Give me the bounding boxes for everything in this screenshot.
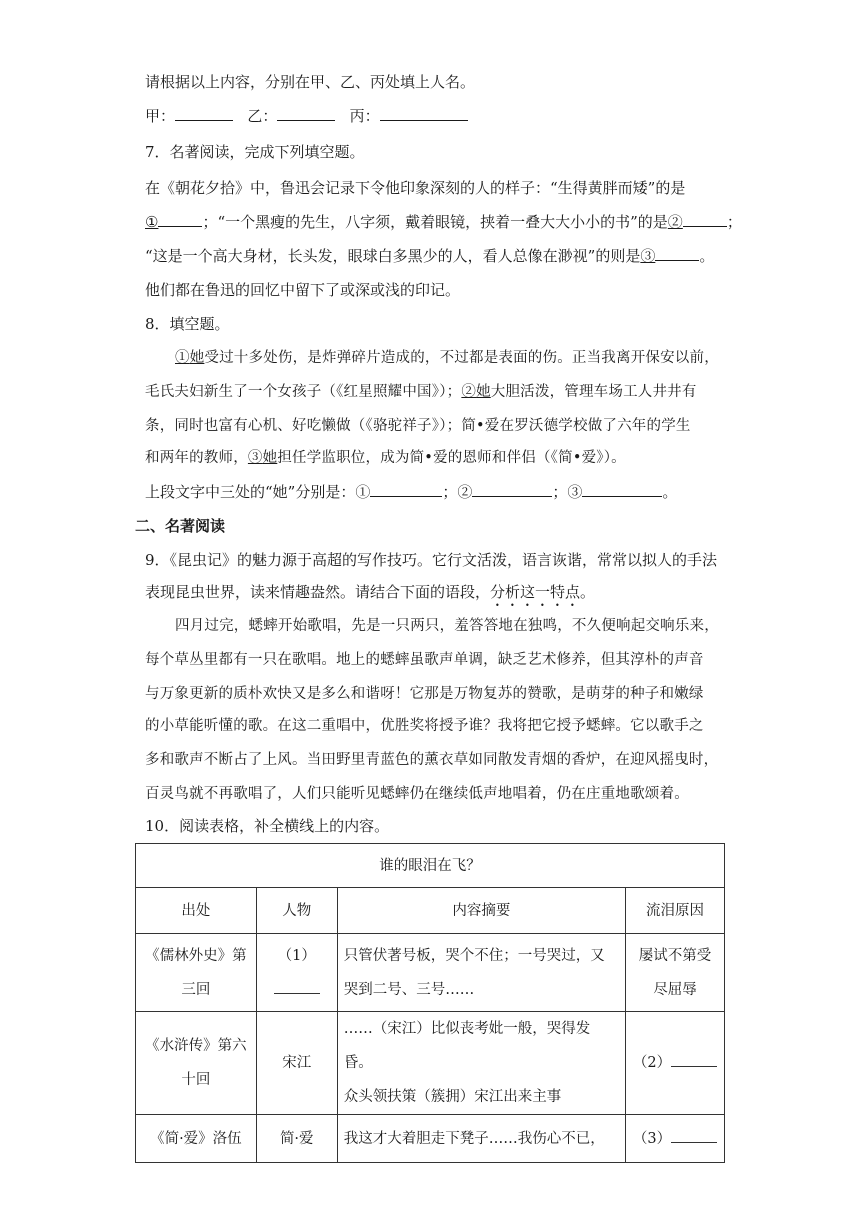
q9-passage-line-6: 百灵鸟就不再歌唱了，人们只能听见蟋蟀仍在继续低声地唱着，仍在庄重地歌颂着。 (145, 786, 689, 802)
q9-line-1: 9．《昆虫记》的魅力源于高超的写作技巧。它行文活泼，语言诙谐，常常以拟人的手法 (145, 551, 718, 569)
section-heading: 二、名著阅读 (135, 517, 226, 535)
q7-line-3: “这是一个高大身材，长头发，眼球白多黑少的人，看人总像在渺视”的则是③ 。 (145, 247, 715, 265)
blank-jia[interactable] (175, 106, 233, 121)
reading-table (135, 843, 725, 1163)
cell-source: 《儒林外史》第 三回 (136, 934, 257, 1012)
cell-reason: 屡试不第受 尽屈辱 (626, 934, 725, 1012)
header-summary: 内容摘要 (337, 888, 625, 934)
cell-summary: ……（宋江）比似丧考妣一般，哭得发昏。 众头领扶策（簇拥）宋江出来主事 (337, 1012, 625, 1115)
blank-table-2[interactable] (671, 1052, 717, 1067)
blank-q7-3[interactable] (655, 246, 699, 261)
q7-line-4: 他们都在鲁迅的回忆中留下了或深或浅的印记。 (145, 281, 461, 299)
header-reason: 流泪原因 (626, 888, 725, 934)
blank-q7-2[interactable] (683, 212, 727, 227)
cell-reason: （3） (626, 1115, 725, 1163)
table-row (136, 1012, 725, 1115)
cell-person: 简·爱 (256, 1115, 337, 1163)
q8-question-line: 上段文字中三处的“她”分别是：① ；② ；③ 。 (145, 483, 678, 501)
q8-passage-line-4: 和两年的教师，③她担任学监职位，成为简•爱的恩师和伴侣（《简•爱》）。 (145, 450, 626, 466)
blank-q8-1[interactable] (370, 482, 442, 497)
q9-line-2: 表现昆虫世界，读来情趣盎然。请结合下面的语段，分析这一特点。 (145, 583, 596, 601)
cell-person: 宋江 (256, 1012, 337, 1115)
table-caption: 谁的眼泪在飞？ (136, 844, 725, 888)
cell-person: （1） (256, 934, 337, 1012)
q8-passage-line-1: ①她受过十多处伤，是炸弹碎片造成的，不过都是表面的伤。正当我离开保安以前， (175, 350, 719, 366)
q9-passage-line-5: 多和歌声不断占了上风。当田野里青蓝色的薰衣草如同散发青烟的香炉，在迎风摇曳时， (145, 752, 719, 768)
q7-line-1: 在《朝花夕拾》中，鲁迅会记录下令他印象深刻的人的样子：“生得黄胖而矮”的是 (145, 179, 686, 197)
q9-passage-line-1: 四月过完，蟋蟀开始歌唱，先是一只两只，羞答答地在独鸣，不久便响起交响乐来， (175, 618, 719, 634)
question-10-title: 10．阅读表格，补全横线上的内容。 (145, 817, 390, 835)
cell-source: 《简·爱》洛伍 (136, 1115, 257, 1163)
instruction-line: 请根据以上内容，分别在甲、乙、丙处填上人名。 (145, 73, 476, 91)
header-person: 人物 (256, 888, 337, 934)
q9-passage-line-2: 每个草丛里都有一只在歌唱。地上的蟋蟀虽歌声单调，缺乏艺术修养，但其淳朴的声音 (145, 652, 704, 668)
question-8-title: 8．填空题。 (145, 315, 230, 333)
table-row (136, 1115, 725, 1163)
blank-q8-3[interactable] (582, 482, 662, 497)
q9-passage-line-3: 与万象更新的质朴欢快又是多么和谐呀！它那是万物复苏的赞歌，是萌芽的种子和嫩绿 (145, 686, 704, 702)
blank-q7-1[interactable] (158, 212, 202, 227)
q8-passage-line-3: 条，同时也富有心机、好吃懒做（《骆驼祥子》）；简•爱在罗沃德学校做了六年的学生 (145, 418, 691, 434)
blank-table-3[interactable] (671, 1128, 717, 1143)
blank-table-1[interactable] (274, 979, 320, 994)
blank-q8-2[interactable] (472, 482, 552, 497)
blank-yi[interactable] (277, 106, 335, 121)
cell-summary: 只管伏著号板，哭个不住；一号哭过，又 哭到二号、三号…… (337, 934, 625, 1012)
cell-reason: （2） (626, 1012, 725, 1115)
q9-passage-line-4: 的小草能听懂的歌。在这二重唱中，优胜奖将授予谁？我将把它授予蟋蟀。它以歌手之 (145, 718, 704, 734)
cell-summary: 我这才大着胆走下凳子……我伤心不已， (337, 1115, 625, 1163)
question-7-title: 7．名著阅读，完成下列填空题。 (145, 143, 365, 161)
q7-line-2: ① ；“一个黑瘦的先生，八字须，戴着眼镜，挟着一叠大大小小的书”的是② ； (145, 213, 742, 231)
cell-source: 《水浒传》第六 十回 (136, 1012, 257, 1115)
table-row (136, 934, 725, 1012)
blank-bing[interactable] (380, 106, 468, 121)
header-source: 出处 (136, 888, 257, 934)
answer-line-jia-yi-bing: 甲： 乙： 丙： (145, 106, 468, 126)
q8-passage-line-2: 毛氏夫妇新生了一个女孩子（《红星照耀中国》）；②她大胆活泼，管理车场工人井井有 (145, 384, 697, 400)
